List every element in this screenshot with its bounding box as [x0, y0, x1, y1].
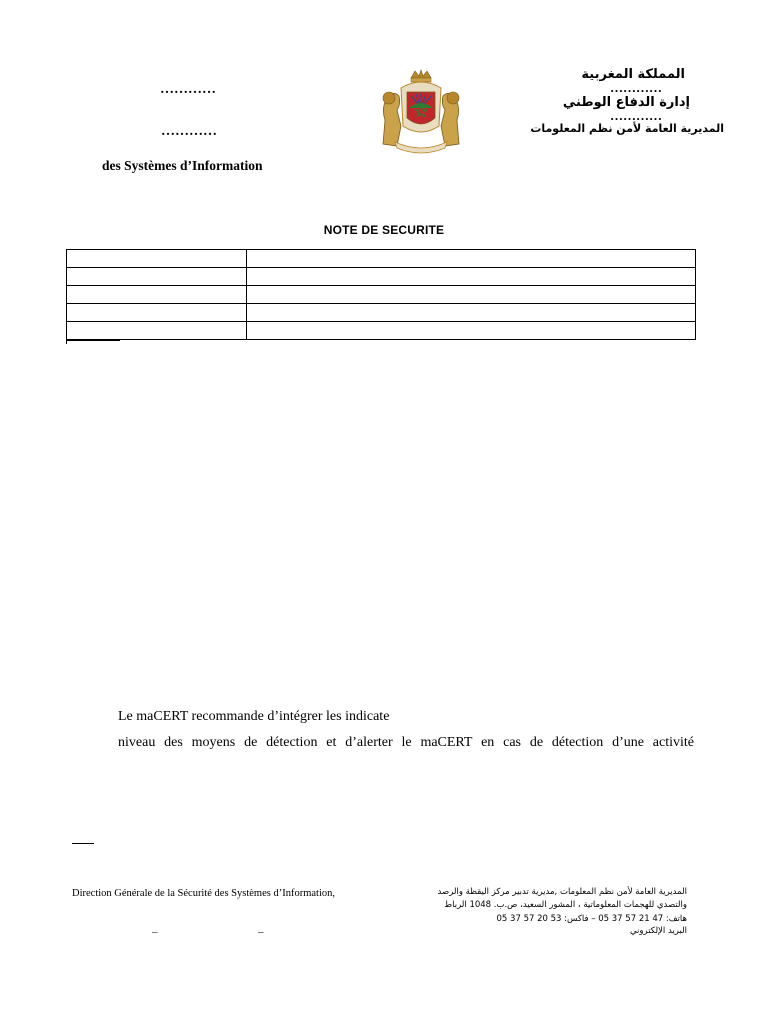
left-header-dots-1: ………… [160, 82, 216, 97]
table-underline-stub [66, 340, 120, 341]
table-cell-value [247, 250, 696, 268]
table-cell-value [247, 286, 696, 304]
table-corner-mark [66, 340, 67, 344]
footer-french-address: Direction Générale de la Sécurité des Systèmes d’Information, [72, 888, 335, 899]
footer-arabic-line-1: المديرية العامة لأمن نظم المعلومات ,مديرية تدبير مركز اليقظة والرصد [437, 887, 687, 897]
table-cell-label [67, 322, 247, 340]
footnote-separator [72, 843, 94, 844]
footer-arabic-line-4: البريد الإلكتروني [629, 926, 687, 936]
table-cell-label [67, 304, 247, 322]
french-department-name: des Systèmes d’Information [102, 158, 263, 173]
body-paragraph-2: niveau des moyens de détection et d’alerter le maCERT en cas de détection d’une activité [118, 735, 694, 750]
table-row [67, 322, 696, 340]
body-paragraph-1: Le maCERT recommande d’intégrer les indicate [118, 709, 390, 724]
arabic-header-dots-2: ………… [610, 108, 662, 123]
table-cell-value [247, 304, 696, 322]
left-header-dots-2: ………… [161, 124, 217, 139]
arabic-direction-name: المديرية العامة لأمن نظم المعلومات [530, 122, 724, 135]
arabic-header-dots-1: ………… [610, 80, 662, 95]
table-cell-label [67, 268, 247, 286]
document-title: NOTE DE SECURITE [323, 223, 445, 237]
table-cell-label [67, 286, 247, 304]
arabic-defense-administration: إدارة الدفاع الوطني [562, 95, 690, 110]
table-row [67, 286, 696, 304]
table-row [67, 250, 696, 268]
table-row [67, 268, 696, 286]
table-cell-value [247, 322, 696, 340]
moroccan-coat-of-arms-icon [375, 68, 467, 154]
table-cell-label [67, 250, 247, 268]
table-cell-value [247, 268, 696, 286]
arabic-kingdom-title: المملكة المغربية [581, 67, 685, 82]
info-table [66, 249, 696, 340]
footer-dash-1: – [152, 926, 158, 938]
footer-arabic-line-2: والتصدي للهجمات المعلوماتية ، المشور السعيد، ص.ب. 1048 الرباط [444, 900, 687, 910]
table-row [67, 304, 696, 322]
footer-arabic-line-3: هاتف: 47 21 57 37 05 – فاكس: 53 20 57 37 05 [496, 914, 687, 924]
footer-dash-2: – [258, 926, 264, 938]
